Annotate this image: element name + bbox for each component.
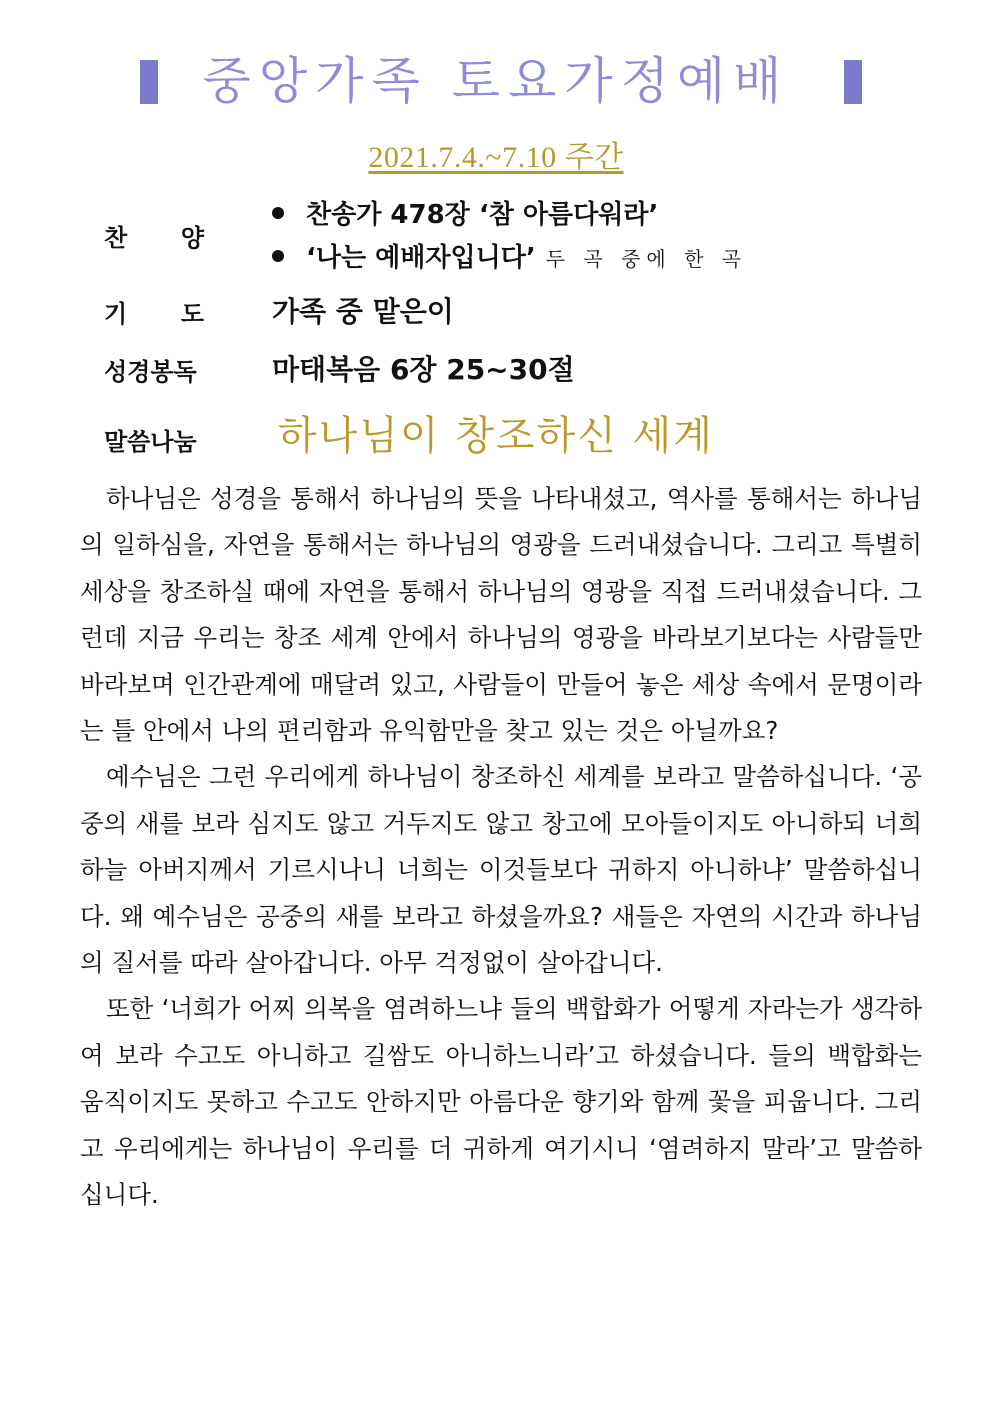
week-range	[0, 132, 992, 176]
prayer-label-b: 도	[180, 300, 204, 328]
hymn-note: 두 곡 중에 한 곡	[545, 247, 748, 271]
hymn-label	[104, 218, 204, 253]
sermon-title: 하나님이 창조하신 세계	[278, 413, 714, 459]
prayer-value: 가족 중 맡은이	[272, 295, 454, 328]
hymn-item-text: ‘나는 예배자입니다’	[306, 243, 536, 273]
hymn-item-text: 찬송가 478장 ‘참 아름다워라’	[306, 200, 659, 230]
hymn-item	[272, 194, 658, 231]
body-paragraph: 또한 ‘너희가 어찌 의복을 염려하느냐 들의 백합화가 어떻게 자라는가 생각하여 보라 수고도 아니하고 길쌈도 아니하느니라’고 하셨습니다. 들의 백합화는 움직이지도 못하고 수고도 안하지만 아름다운 향기와 함께 꽃을 피웁니다. 그리고 우리에게는 하나님이 우리를 더 귀하게 여기시니 ‘염려하지 말라’고 말씀하십니다.	[80, 994, 922, 1210]
title-bar-right	[844, 60, 862, 104]
body-paragraph: 예수님은 그런 우리에게 하나님이 창조하신 세계를 보라고 말씀하십니다. ‘공중의 새를 보라 심지도 않고 거두지도 않고 창고에 모아들이지도 아니하되 너희 하늘 아버지께서 기르시나니 너희는 이것들보다 귀하지 아니하냐’ 말씀하십니다. 왜 예수님은 공중의 새를 보라고 하셨을까요? 새들은 자연의 시간과 하나님의 질서를 따라 살아갑니다. 아무 걱정없이 살아갑니다.	[80, 762, 922, 978]
prayer-label	[104, 294, 204, 329]
reading-label: 성경봉독	[104, 358, 197, 386]
hymn-item	[272, 237, 747, 274]
page-header	[0, 48, 992, 118]
hymn-label-a: 찬	[104, 224, 128, 252]
prayer-label-a: 기	[104, 300, 128, 328]
body-paragraph: 하나님은 성경을 통해서 하나님의 뜻을 나타내셨고, 역사를 통해서는 하나님의 일하심을, 자연을 통해서는 하나님의 영광을 드러내셨습니다. 그리고 특별히 세상을 창조하실 때에 자연을 통해서 하나님의 영광을 직접 드러내셨습니다. 그런데 지금 우리는 창조 세계 안에서 하나님의 영광을 바라보기보다는 사람들만 바라보며 인간관계에 매달려 있고, 사람들이 만들어 놓은 세상 속에서 문명이라는 틀 안에서 나의 편리함과 유익함만을 찾고 있는 것은 아닐까요?	[80, 484, 922, 746]
page-title: 중앙가족 토요가정예배	[202, 52, 790, 110]
sermon-body	[80, 476, 922, 1219]
reading-value: 마태복음 6장 25~30절	[272, 353, 575, 386]
bullet-icon	[272, 250, 284, 262]
hymn-label-b: 양	[180, 224, 204, 252]
week-range-text: 2021.7.4.~7.10 주간	[368, 141, 624, 174]
bullet-icon	[272, 207, 284, 219]
sermon-label: 말씀나눔	[104, 428, 197, 456]
